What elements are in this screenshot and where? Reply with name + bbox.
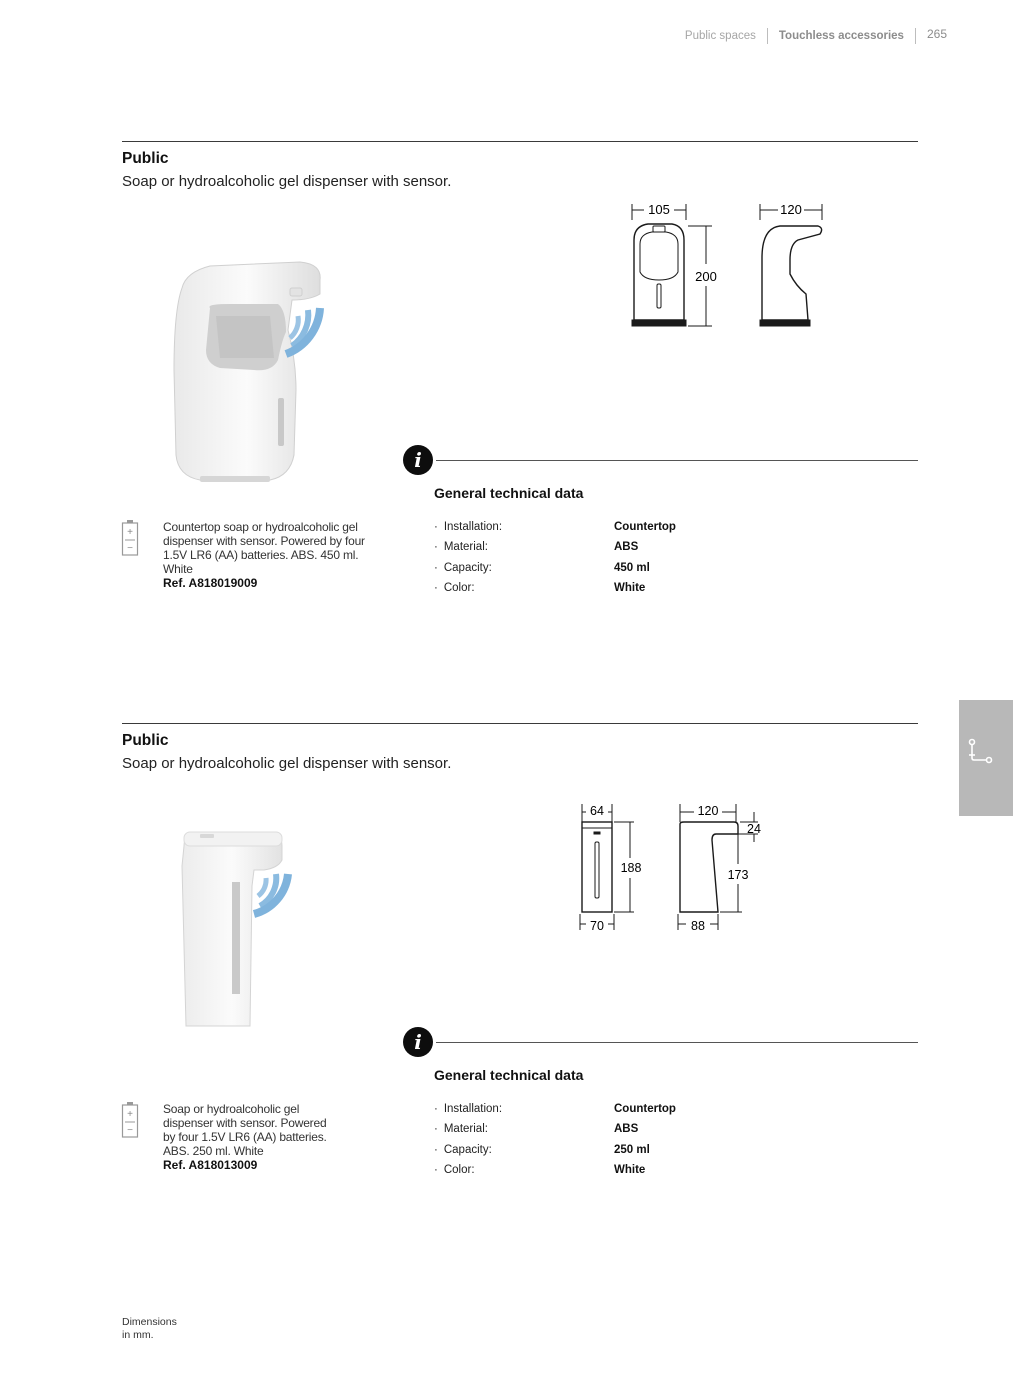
info-divider <box>436 460 918 461</box>
description-text: Countertop soap or hydroalcoholic gel dispenser with sensor. Powered by four 1.5V LR6 (AA) batteries. ABS. 450 ml. White <box>163 520 365 576</box>
info-icon: i <box>403 445 433 475</box>
sensor-wave-icon <box>254 874 288 914</box>
product-description <box>163 520 378 590</box>
product-subtitle: Soap or hydroalcoholic gel dispenser with sensor. <box>122 755 452 772</box>
spec-value: 450 ml <box>614 562 650 574</box>
battery-icon <box>121 519 139 557</box>
spec-row <box>434 1123 834 1135</box>
specs-heading: General technical data <box>434 485 584 501</box>
spec-row <box>434 1103 834 1115</box>
product-subtitle: Soap or hydroalcoholic gel dispenser with sensor. <box>122 173 452 190</box>
spec-label: · Capacity: <box>434 1144 614 1156</box>
dim-top-width: 64 <box>590 804 604 818</box>
svg-text:−: − <box>127 1125 133 1136</box>
svg-text:+: + <box>127 527 133 538</box>
section-rule <box>122 723 918 724</box>
page-header <box>685 28 947 44</box>
breadcrumb-divider <box>767 28 768 44</box>
dim-side-depth: 120 <box>780 202 802 217</box>
spec-label: · Color: <box>434 582 614 594</box>
info-divider <box>436 1042 918 1043</box>
spec-label: · Material: <box>434 541 614 553</box>
dim-base-depth: 88 <box>691 919 705 933</box>
svg-text:−: − <box>127 543 133 554</box>
spec-value: Countertop <box>614 1103 676 1115</box>
dim-side-height: 173 <box>727 868 749 882</box>
battery-icon <box>121 1101 139 1139</box>
description-text: Soap or hydroalcoholic gel dispenser with sensor. Powered by four 1.5V LR6 (AA) batteries. ABS. 250 ml. White <box>163 1102 327 1158</box>
svg-text:+: + <box>127 1109 133 1120</box>
spec-label: · Installation: <box>434 521 614 533</box>
dimensions-note <box>122 1316 177 1342</box>
spec-value: White <box>614 1164 646 1176</box>
product-image <box>160 250 360 490</box>
product-description <box>163 1102 338 1172</box>
spec-row <box>434 541 834 553</box>
tap-icon <box>959 700 1013 816</box>
dim-side-depth: 120 <box>697 804 719 818</box>
section-side-tab[interactable] <box>959 700 1013 816</box>
spec-value: Countertop <box>614 521 676 533</box>
spec-label: · Color: <box>434 1164 614 1176</box>
dimension-drawing <box>570 800 780 940</box>
dim-front-width: 105 <box>648 202 670 217</box>
product-title: Public <box>122 150 169 167</box>
breadcrumb-category[interactable]: Touchless accessories <box>778 30 904 42</box>
dimensions-note-line2: in mm. <box>122 1329 154 1341</box>
spec-row <box>434 1144 834 1156</box>
product-title: Public <box>122 732 169 749</box>
spec-row <box>434 562 834 574</box>
dim-top-gap: 24 <box>747 822 761 836</box>
breadcrumb-section[interactable]: Public spaces <box>684 30 756 42</box>
breadcrumb-divider <box>915 28 916 44</box>
dim-height: 200 <box>695 269 717 284</box>
spec-label: · Capacity: <box>434 562 614 574</box>
spec-row <box>434 582 834 594</box>
spec-label: · Installation: <box>434 1103 614 1115</box>
page-number: 265 <box>926 27 947 41</box>
spec-row <box>434 521 834 533</box>
product-reference: Ref. A818019009 <box>163 576 258 590</box>
spec-label: · Material: <box>434 1123 614 1135</box>
spec-value: 250 ml <box>614 1144 650 1156</box>
dimensions-note-line1: Dimensions <box>122 1316 177 1328</box>
dim-height: 188 <box>620 861 642 875</box>
spec-value: ABS <box>614 1123 639 1135</box>
dimension-drawing <box>620 198 840 338</box>
product-reference: Ref. A818013009 <box>163 1158 258 1172</box>
spec-value: White <box>614 582 646 594</box>
spec-row <box>434 1164 834 1176</box>
dim-base-width: 70 <box>590 919 604 933</box>
section-rule <box>122 141 918 142</box>
spec-value: ABS <box>614 541 639 553</box>
product-image <box>170 826 310 1036</box>
info-icon: i <box>403 1027 433 1057</box>
specs-heading: General technical data <box>434 1067 584 1083</box>
